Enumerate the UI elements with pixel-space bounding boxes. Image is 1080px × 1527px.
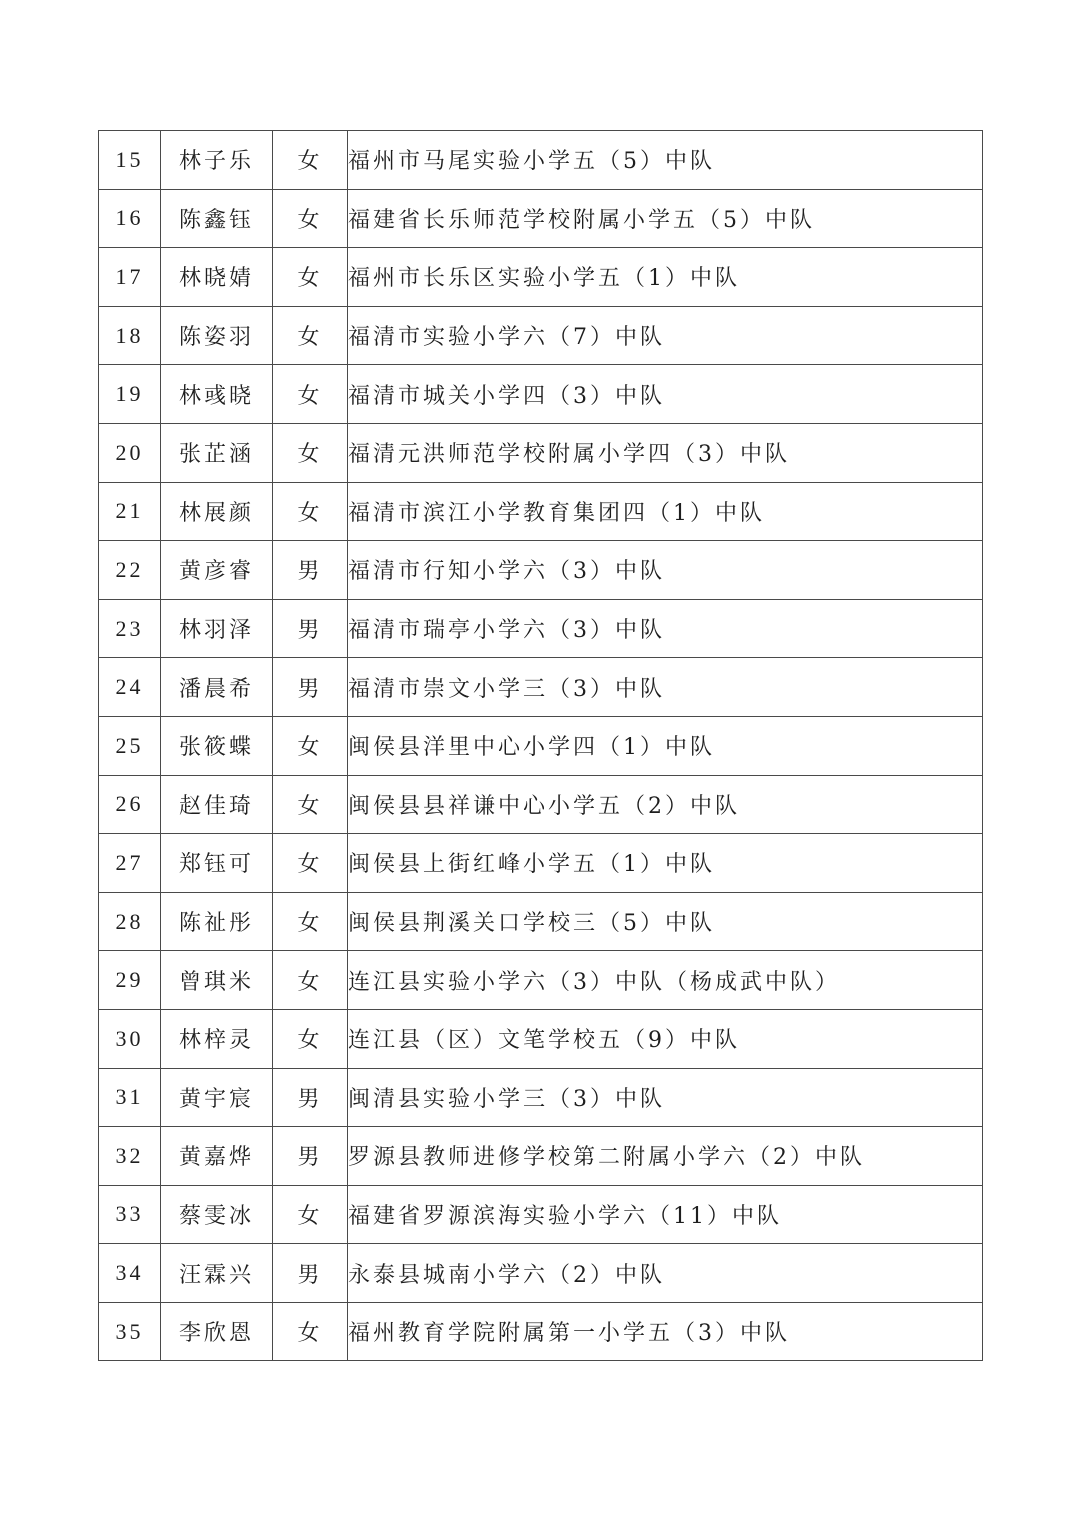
table-row xyxy=(99,716,983,775)
school-squad: 闽侯县荆溪关口学校三（5）中队 xyxy=(348,892,983,951)
student-name: 黄宇宸 xyxy=(161,1068,273,1127)
table-row xyxy=(99,365,983,424)
table-row xyxy=(99,1302,983,1361)
student-gender: 女 xyxy=(273,248,348,307)
row-number: 23 xyxy=(99,599,161,658)
school-squad: 福建省罗源滨海实验小学六（11）中队 xyxy=(348,1185,983,1244)
row-number: 31 xyxy=(99,1068,161,1127)
student-name: 黄彦睿 xyxy=(161,541,273,600)
student-gender: 女 xyxy=(273,365,348,424)
student-name: 张芷涵 xyxy=(161,423,273,482)
student-gender: 女 xyxy=(273,775,348,834)
row-number: 26 xyxy=(99,775,161,834)
table-row xyxy=(99,599,983,658)
student-gender: 男 xyxy=(273,1068,348,1127)
student-gender: 男 xyxy=(273,658,348,717)
table-row xyxy=(99,541,983,600)
school-squad: 福清市崇文小学三（3）中队 xyxy=(348,658,983,717)
table-row xyxy=(99,131,983,190)
table-row xyxy=(99,775,983,834)
student-name: 李欣恩 xyxy=(161,1302,273,1361)
row-number: 34 xyxy=(99,1244,161,1303)
student-name: 曾琪米 xyxy=(161,951,273,1010)
school-squad: 福州教育学院附属第一小学五（3）中队 xyxy=(348,1302,983,1361)
row-number: 35 xyxy=(99,1302,161,1361)
school-squad: 闽侯县洋里中心小学四（1）中队 xyxy=(348,716,983,775)
student-name: 潘晨希 xyxy=(161,658,273,717)
table-row xyxy=(99,1244,983,1303)
school-squad: 罗源县教师进修学校第二附属小学六（2）中队 xyxy=(348,1127,983,1186)
student-gender: 女 xyxy=(273,306,348,365)
student-name: 陈祉彤 xyxy=(161,892,273,951)
school-squad: 福清市城关小学四（3）中队 xyxy=(348,365,983,424)
row-number: 22 xyxy=(99,541,161,600)
student-name: 黄嘉烨 xyxy=(161,1127,273,1186)
student-name: 林梓灵 xyxy=(161,1009,273,1068)
student-gender: 女 xyxy=(273,716,348,775)
row-number: 28 xyxy=(99,892,161,951)
table-row xyxy=(99,189,983,248)
school-squad: 闽侯县上街红峰小学五（1）中队 xyxy=(348,834,983,893)
school-squad: 福清元洪师范学校附属小学四（3）中队 xyxy=(348,423,983,482)
student-gender: 女 xyxy=(273,131,348,190)
row-number: 20 xyxy=(99,423,161,482)
row-number: 30 xyxy=(99,1009,161,1068)
student-gender: 男 xyxy=(273,541,348,600)
school-squad: 闽侯县县祥谦中心小学五（2）中队 xyxy=(348,775,983,834)
student-name: 郑钰可 xyxy=(161,834,273,893)
student-gender: 男 xyxy=(273,599,348,658)
row-number: 16 xyxy=(99,189,161,248)
student-name: 林子乐 xyxy=(161,131,273,190)
row-number: 24 xyxy=(99,658,161,717)
student-gender: 女 xyxy=(273,423,348,482)
student-gender: 男 xyxy=(273,1127,348,1186)
table-row xyxy=(99,834,983,893)
student-name: 赵佳琦 xyxy=(161,775,273,834)
school-squad: 福清市滨江小学教育集团四（1）中队 xyxy=(348,482,983,541)
student-gender: 女 xyxy=(273,892,348,951)
student-name: 蔡雯冰 xyxy=(161,1185,273,1244)
school-squad: 连江县（区）文笔学校五（9）中队 xyxy=(348,1009,983,1068)
student-name: 汪霖兴 xyxy=(161,1244,273,1303)
table-row xyxy=(99,306,983,365)
student-gender: 女 xyxy=(273,1185,348,1244)
student-gender: 女 xyxy=(273,1009,348,1068)
student-gender: 女 xyxy=(273,951,348,1010)
student-gender: 女 xyxy=(273,189,348,248)
row-number: 33 xyxy=(99,1185,161,1244)
table-row xyxy=(99,1185,983,1244)
table-row xyxy=(99,248,983,307)
student-name: 林晓婧 xyxy=(161,248,273,307)
honor-roster-table xyxy=(98,130,983,1361)
student-gender: 女 xyxy=(273,1302,348,1361)
table-row xyxy=(99,892,983,951)
school-squad: 福清市瑞亭小学六（3）中队 xyxy=(348,599,983,658)
school-squad: 福州市马尾实验小学五（5）中队 xyxy=(348,131,983,190)
school-squad: 福清市实验小学六（7）中队 xyxy=(348,306,983,365)
table-row xyxy=(99,658,983,717)
student-gender: 女 xyxy=(273,834,348,893)
row-number: 19 xyxy=(99,365,161,424)
row-number: 15 xyxy=(99,131,161,190)
row-number: 32 xyxy=(99,1127,161,1186)
school-squad: 闽清县实验小学三（3）中队 xyxy=(348,1068,983,1127)
school-squad: 福建省长乐师范学校附属小学五（5）中队 xyxy=(348,189,983,248)
table-row xyxy=(99,482,983,541)
table-row xyxy=(99,423,983,482)
student-name: 林羽泽 xyxy=(161,599,273,658)
school-squad: 福州市长乐区实验小学五（1）中队 xyxy=(348,248,983,307)
table-row xyxy=(99,1009,983,1068)
student-name: 陈鑫钰 xyxy=(161,189,273,248)
table-row xyxy=(99,1127,983,1186)
student-name: 林展颜 xyxy=(161,482,273,541)
school-squad: 永泰县城南小学六（2）中队 xyxy=(348,1244,983,1303)
table-row xyxy=(99,1068,983,1127)
row-number: 18 xyxy=(99,306,161,365)
row-number: 27 xyxy=(99,834,161,893)
row-number: 25 xyxy=(99,716,161,775)
table-row xyxy=(99,951,983,1010)
student-gender: 女 xyxy=(273,482,348,541)
school-squad: 福清市行知小学六（3）中队 xyxy=(348,541,983,600)
row-number: 29 xyxy=(99,951,161,1010)
row-number: 17 xyxy=(99,248,161,307)
student-gender: 男 xyxy=(273,1244,348,1303)
student-name: 林彧晓 xyxy=(161,365,273,424)
school-squad: 连江县实验小学六（3）中队（杨成武中队） xyxy=(348,951,983,1010)
student-name: 张筱蝶 xyxy=(161,716,273,775)
row-number: 21 xyxy=(99,482,161,541)
student-name: 陈姿羽 xyxy=(161,306,273,365)
